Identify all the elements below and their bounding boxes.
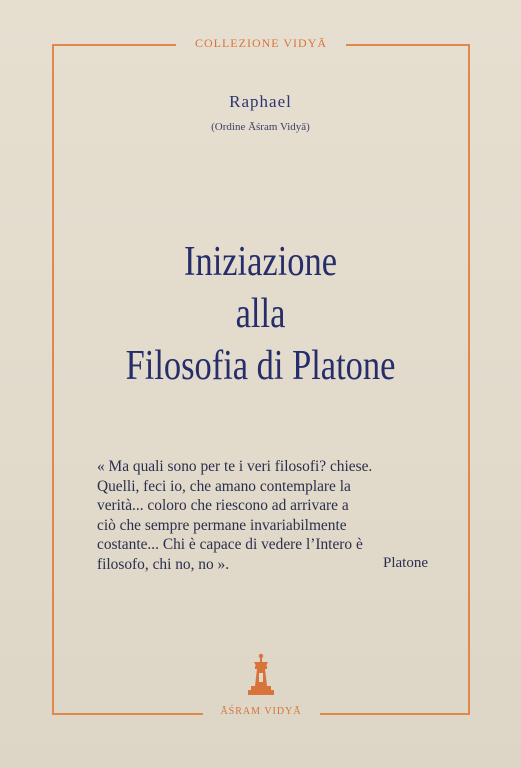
frame-top-right (346, 44, 470, 46)
quote-line: verità... coloro che riescono ad arrivare a (97, 497, 349, 514)
series-name: COLLEZIONE VIDYĀ (194, 36, 328, 50)
quote-line: filosofo, chi no, no ». (97, 555, 230, 573)
quote-line: costante... Chi è capace di vedere l’Intero è (97, 536, 363, 553)
frame-bottom-right (320, 713, 470, 715)
quote-line: « Ma quali sono per te i veri filosofi? chiese. (97, 458, 373, 475)
publisher-name: ĀŚRAM VIDYĀ (220, 706, 302, 717)
author-order: (Ordine Āśram Vidyā) (211, 121, 310, 133)
title-line-3: Filosofia di Platone (125, 343, 396, 389)
lamp-emblem-icon (244, 652, 278, 700)
quote-author: Platone (383, 555, 428, 571)
frame-bottom-left (52, 713, 203, 715)
title-line-2: alla (235, 291, 286, 337)
frame-top-left (52, 44, 176, 46)
quote-line: ciò che sempre permane invariabilmente (97, 516, 347, 534)
quote-line: Quelli, feci io, che amano contemplare la (97, 477, 351, 495)
author-name: Raphael (229, 92, 292, 111)
title-line-1: Iniziazione (184, 239, 337, 285)
